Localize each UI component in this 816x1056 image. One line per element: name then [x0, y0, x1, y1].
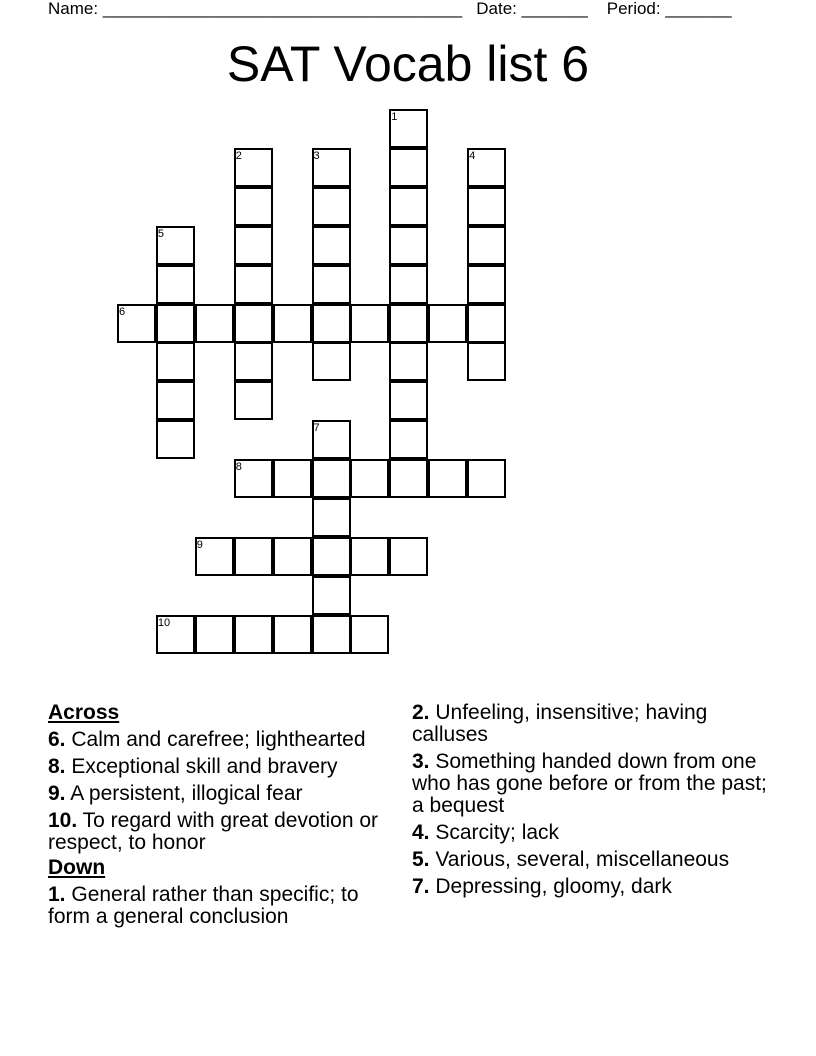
- clue-text: Depressing, gloomy, dark: [435, 875, 672, 898]
- grid-cell[interactable]: [467, 187, 506, 226]
- grid-cell[interactable]: [428, 304, 467, 343]
- clue-number: 6.: [48, 728, 66, 751]
- grid-cell[interactable]: [273, 615, 312, 654]
- grid-cell[interactable]: [195, 537, 234, 576]
- clue-number-label: 7: [313, 422, 320, 435]
- grid-cell[interactable]: [389, 109, 428, 148]
- clue-text: Unfeeling, insensitive; having calluses: [412, 701, 708, 746]
- grid-cell[interactable]: [350, 615, 389, 654]
- grid-cell[interactable]: [389, 226, 428, 265]
- grid-cell[interactable]: [389, 381, 428, 420]
- grid-cell[interactable]: [312, 187, 351, 226]
- clue-text: Something handed down from one who has gone before or from the past; a bequest: [412, 750, 767, 817]
- grid-cell[interactable]: [156, 342, 195, 381]
- grid-cell[interactable]: [156, 420, 195, 459]
- grid-cell[interactable]: [195, 615, 234, 654]
- grid-cell[interactable]: [156, 304, 195, 343]
- grid-cell[interactable]: [234, 226, 273, 265]
- grid-cell[interactable]: [389, 342, 428, 381]
- date-blank[interactable]: _______: [521, 0, 588, 18]
- clue-text: Scarcity; lack: [435, 821, 560, 844]
- grid-cell[interactable]: [467, 226, 506, 265]
- grid-cell[interactable]: [312, 304, 351, 343]
- clue-text: A persistent, illogical fear: [70, 782, 303, 805]
- grid-cell[interactable]: [234, 342, 273, 381]
- grid-cell[interactable]: [273, 537, 312, 576]
- grid-cell[interactable]: [312, 498, 351, 537]
- grid-cell[interactable]: [273, 459, 312, 498]
- clue-across-9: [48, 783, 398, 805]
- clue-down-3: [412, 751, 772, 817]
- clue-number: 10.: [48, 809, 78, 832]
- grid-cell[interactable]: [234, 148, 273, 187]
- grid-cell[interactable]: [389, 187, 428, 226]
- clue-number-label: 9: [196, 538, 203, 551]
- clue-down-2: [412, 702, 772, 746]
- clue-across-8: [48, 756, 398, 778]
- grid-cell[interactable]: [389, 304, 428, 343]
- clue-down-5: [412, 849, 772, 871]
- clue-number: 9.: [48, 782, 66, 805]
- clue-number: 1.: [48, 883, 66, 906]
- across-heading: Across: [48, 701, 120, 724]
- clue-number-label: 1: [391, 111, 398, 123]
- grid-cell[interactable]: [312, 226, 351, 265]
- grid-cell[interactable]: [350, 537, 389, 576]
- clue-number-label: 3: [313, 149, 320, 162]
- date-label: Date:: [476, 0, 517, 18]
- clue-number: 2.: [412, 701, 430, 724]
- clue-down-1: [48, 884, 398, 928]
- grid-cell[interactable]: [234, 381, 273, 420]
- grid-cell[interactable]: [234, 615, 273, 654]
- clue-across-6: [48, 729, 398, 751]
- grid-cell[interactable]: [156, 226, 195, 265]
- clues-right-column: [412, 702, 772, 903]
- grid-cell[interactable]: [273, 304, 312, 343]
- grid-cell[interactable]: [234, 265, 273, 304]
- grid-cell[interactable]: [467, 148, 506, 187]
- clue-number: 8.: [48, 755, 66, 778]
- clue-text: General rather than specific; to form a general conclusion: [48, 883, 359, 928]
- grid-cell[interactable]: [350, 304, 389, 343]
- clue-text: Exceptional skill and bravery: [71, 755, 338, 778]
- grid-cell[interactable]: [389, 420, 428, 459]
- grid-cell[interactable]: [467, 265, 506, 304]
- period-blank[interactable]: _______: [665, 0, 732, 18]
- clue-text: Various, several, miscellaneous: [435, 848, 730, 871]
- grid-cell[interactable]: [312, 537, 351, 576]
- grid-cell[interactable]: [350, 459, 389, 498]
- down-heading: Down: [48, 856, 106, 879]
- grid-cell[interactable]: [312, 265, 351, 304]
- grid-cell[interactable]: [312, 615, 351, 654]
- clue-number-label: 5: [157, 227, 165, 240]
- grid-cell[interactable]: [467, 342, 506, 381]
- period-label: Period:: [606, 0, 661, 18]
- grid-cell[interactable]: [428, 459, 467, 498]
- name-label: Name:: [48, 0, 99, 18]
- clue-number-label: 10: [157, 616, 171, 629]
- clue-number: 3.: [412, 750, 430, 773]
- clue-down-7: [412, 876, 772, 898]
- grid-cell[interactable]: [389, 459, 428, 498]
- grid-cell[interactable]: [312, 459, 351, 498]
- grid-cell[interactable]: [312, 342, 351, 381]
- grid-cell[interactable]: [195, 304, 234, 343]
- clue-number-label: 4: [469, 149, 476, 162]
- clue-number-label: 6: [119, 305, 126, 318]
- grid-cell[interactable]: [234, 459, 273, 498]
- grid-cell[interactable]: [156, 265, 195, 304]
- clue-number: 7.: [412, 875, 430, 898]
- grid-cell[interactable]: [234, 537, 273, 576]
- grid-cell[interactable]: [234, 187, 273, 226]
- grid-cell[interactable]: [389, 537, 428, 576]
- grid-cell[interactable]: [389, 148, 428, 187]
- clue-down-4: [412, 822, 772, 844]
- grid-cell[interactable]: [467, 459, 506, 498]
- grid-cell[interactable]: [312, 148, 351, 187]
- clue-number: 5.: [412, 848, 430, 871]
- clue-number-label: 2: [235, 149, 242, 162]
- clues-left-column: [48, 702, 398, 933]
- page-title: SAT Vocab list 6: [226, 36, 590, 92]
- grid-cell[interactable]: [117, 304, 156, 343]
- grid-cell[interactable]: [389, 265, 428, 304]
- clue-number: 4.: [412, 821, 430, 844]
- grid-cell[interactable]: [156, 381, 195, 420]
- name-blank[interactable]: ______________________________________: [102, 0, 463, 18]
- grid-cell[interactable]: [156, 615, 195, 654]
- grid-cell[interactable]: [467, 304, 506, 343]
- grid-cell[interactable]: [312, 576, 351, 615]
- clue-across-10: [48, 810, 398, 854]
- clue-text: To regard with great devotion or respect, to honor: [48, 809, 379, 854]
- grid-cell[interactable]: [234, 304, 273, 343]
- clue-text: Calm and carefree; lighthearted: [71, 728, 366, 751]
- grid-cell[interactable]: [312, 420, 351, 459]
- clue-number-label: 8: [235, 461, 242, 474]
